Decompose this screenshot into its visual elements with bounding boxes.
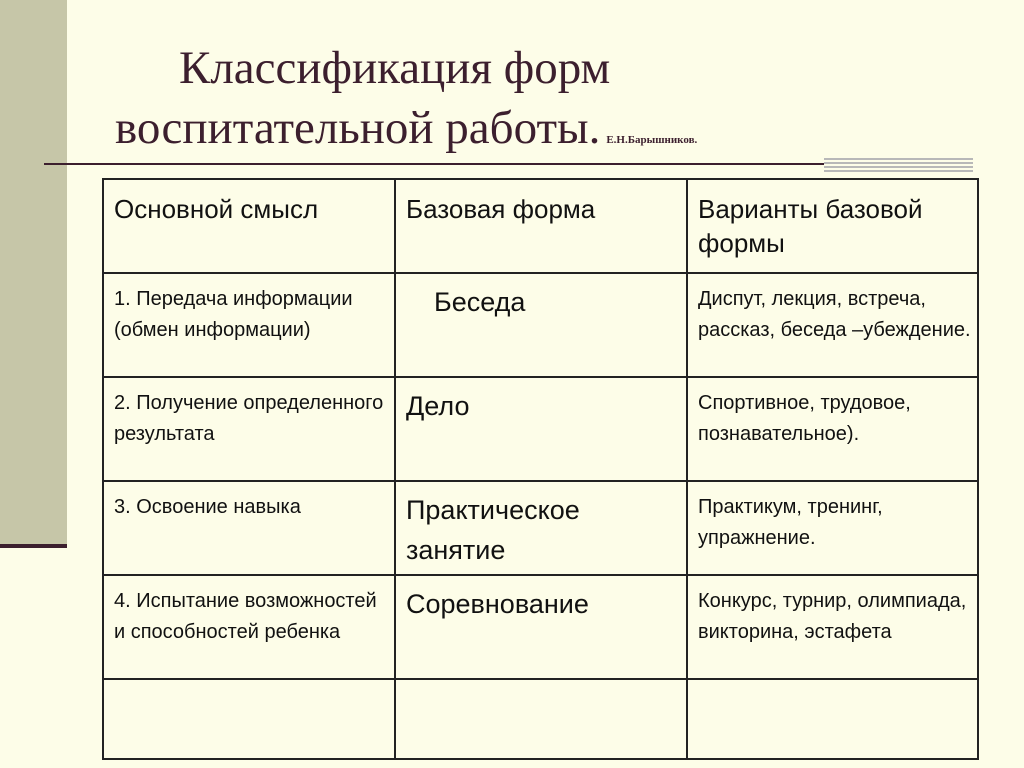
header-cell-variants xyxy=(687,179,978,273)
meaning-text: 3. Освоение навыка xyxy=(114,496,301,518)
meaning-text: 1. Передача информации (обмен информации) xyxy=(114,288,353,341)
cell-meaning xyxy=(103,679,395,759)
cell-form xyxy=(395,575,687,679)
variants-text xyxy=(688,680,977,690)
title-line-2-text: воспитательной работы. xyxy=(115,102,601,154)
cell-meaning xyxy=(103,273,395,377)
form-text: Беседа xyxy=(434,287,526,317)
left-accent-underline xyxy=(0,544,67,548)
title-line-1: Классификация форм xyxy=(179,42,611,94)
cell-meaning xyxy=(103,377,395,481)
form-text: Дело xyxy=(406,391,470,421)
header-cell-meaning xyxy=(103,179,395,273)
header-form: Базовая форма xyxy=(406,194,596,224)
meaning-text: 2. Получение определенного результата xyxy=(114,392,384,445)
cell-variants xyxy=(687,679,978,759)
left-accent-bar xyxy=(0,0,67,547)
cell-meaning xyxy=(103,481,395,575)
cell-form xyxy=(395,273,687,377)
cell-form xyxy=(395,679,687,759)
meaning-text: 4. Испытание возможностей и способностей ребенка xyxy=(114,590,377,643)
cell-variants xyxy=(687,377,978,481)
table-row xyxy=(103,273,978,377)
form-text: Соревнование xyxy=(406,589,589,619)
slide-title xyxy=(115,38,995,170)
cell-form xyxy=(395,377,687,481)
cell-meaning xyxy=(103,575,395,679)
table-row-empty xyxy=(103,679,978,759)
meaning-text xyxy=(104,680,394,690)
variants-text: Спортивное, трудовое, познавательное). xyxy=(698,392,911,445)
cell-variants xyxy=(687,575,978,679)
classification-table xyxy=(102,178,979,760)
variants-text: Практикум, тренинг, упражнение. xyxy=(698,496,883,549)
table-row xyxy=(103,575,978,679)
form-text: Практическое занятие xyxy=(406,495,580,565)
header-variants: Варианты базовой формы xyxy=(698,194,923,258)
header-cell-form xyxy=(395,179,687,273)
variants-text: Диспут, лекция, встреча, рассказ, беседа –убеждение. xyxy=(698,288,971,341)
cell-variants xyxy=(687,481,978,575)
table-row xyxy=(103,377,978,481)
table-row xyxy=(103,481,978,575)
header-meaning: Основной смысл xyxy=(114,194,319,224)
author-name: Е.Н.Барышников. xyxy=(606,134,698,146)
decorative-stripes xyxy=(824,158,973,174)
variants-text: Конкурс, турнир, олимпиада, викторина, эстафета xyxy=(698,590,967,643)
form-text xyxy=(396,680,686,688)
cell-variants xyxy=(687,273,978,377)
table-header-row xyxy=(103,179,978,273)
cell-form xyxy=(395,481,687,575)
